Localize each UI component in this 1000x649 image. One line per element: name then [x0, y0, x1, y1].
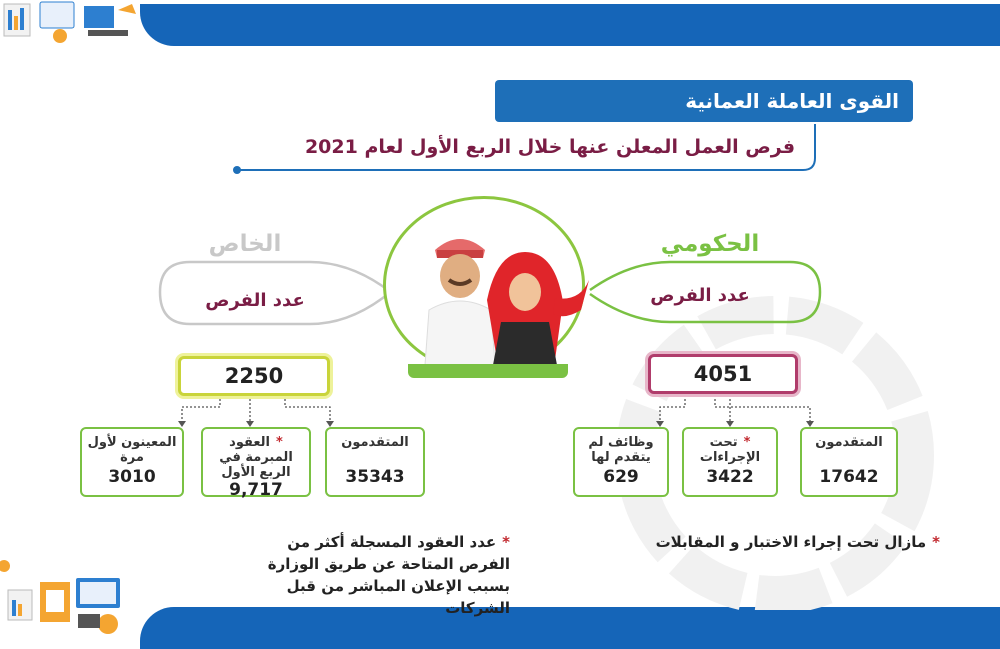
star-bullet-icon: *	[276, 435, 283, 450]
stat-value: 3010	[108, 467, 156, 487]
private-opportunities-label: عدد الفرص	[205, 290, 305, 311]
stat-label: المتقدمون	[341, 435, 409, 450]
office-illustration-icon	[0, 560, 140, 649]
government-title: الحكومي	[660, 231, 760, 257]
stat-value: 17642	[819, 467, 879, 487]
stat-value: 9,717	[229, 480, 283, 500]
stat-label: وظائف لم يتقدم لها	[588, 435, 654, 465]
government-note: *مازال تحت إجراء الاختبار و المقابلات	[655, 533, 940, 551]
private-contracts-card	[201, 427, 311, 500]
government-in-process-card	[682, 427, 778, 497]
private-first-hires-card	[80, 427, 184, 497]
star-bullet-icon: *	[502, 533, 510, 551]
private-note: *عدد العقود المسجلة أكثر من الفرص المتاحة عن طريق الوزارة بسبب الإعلان المباشر من قبل الشركات	[267, 533, 510, 617]
page-title: القوى العاملة العمانية	[495, 80, 913, 122]
omani-man-and-woman-icon	[405, 210, 595, 370]
star-bullet-icon: *	[932, 533, 940, 551]
government-applicants-card	[800, 427, 898, 497]
stat-label: *العقود المبرمة في الربع الأول	[219, 435, 293, 480]
top-banner	[140, 4, 1000, 46]
stat-label: المتقدمون	[815, 435, 883, 450]
government-total: 4051	[648, 354, 798, 394]
stat-label: *تحت الإجراءات	[699, 435, 761, 465]
star-bullet-icon: *	[743, 435, 751, 450]
breakdown-arrows	[170, 395, 830, 431]
office-illustration-icon	[0, 0, 140, 46]
page-subtitle: فرص العمل المعلن عنها خلال الربع الأول لعام 2021	[304, 136, 796, 158]
center-base	[408, 364, 568, 378]
stat-value: 35343	[345, 467, 405, 487]
stat-value: 3422	[706, 467, 754, 487]
stat-value: 629	[603, 467, 639, 487]
government-unapplied-card	[573, 427, 669, 497]
stat-label: المعينون لأول مرة	[87, 435, 177, 465]
government-opportunities-label: عدد الفرص	[650, 285, 750, 306]
private-total: 2250	[178, 356, 330, 396]
private-title: الخاص	[208, 231, 282, 257]
private-applicants-card	[325, 427, 425, 497]
